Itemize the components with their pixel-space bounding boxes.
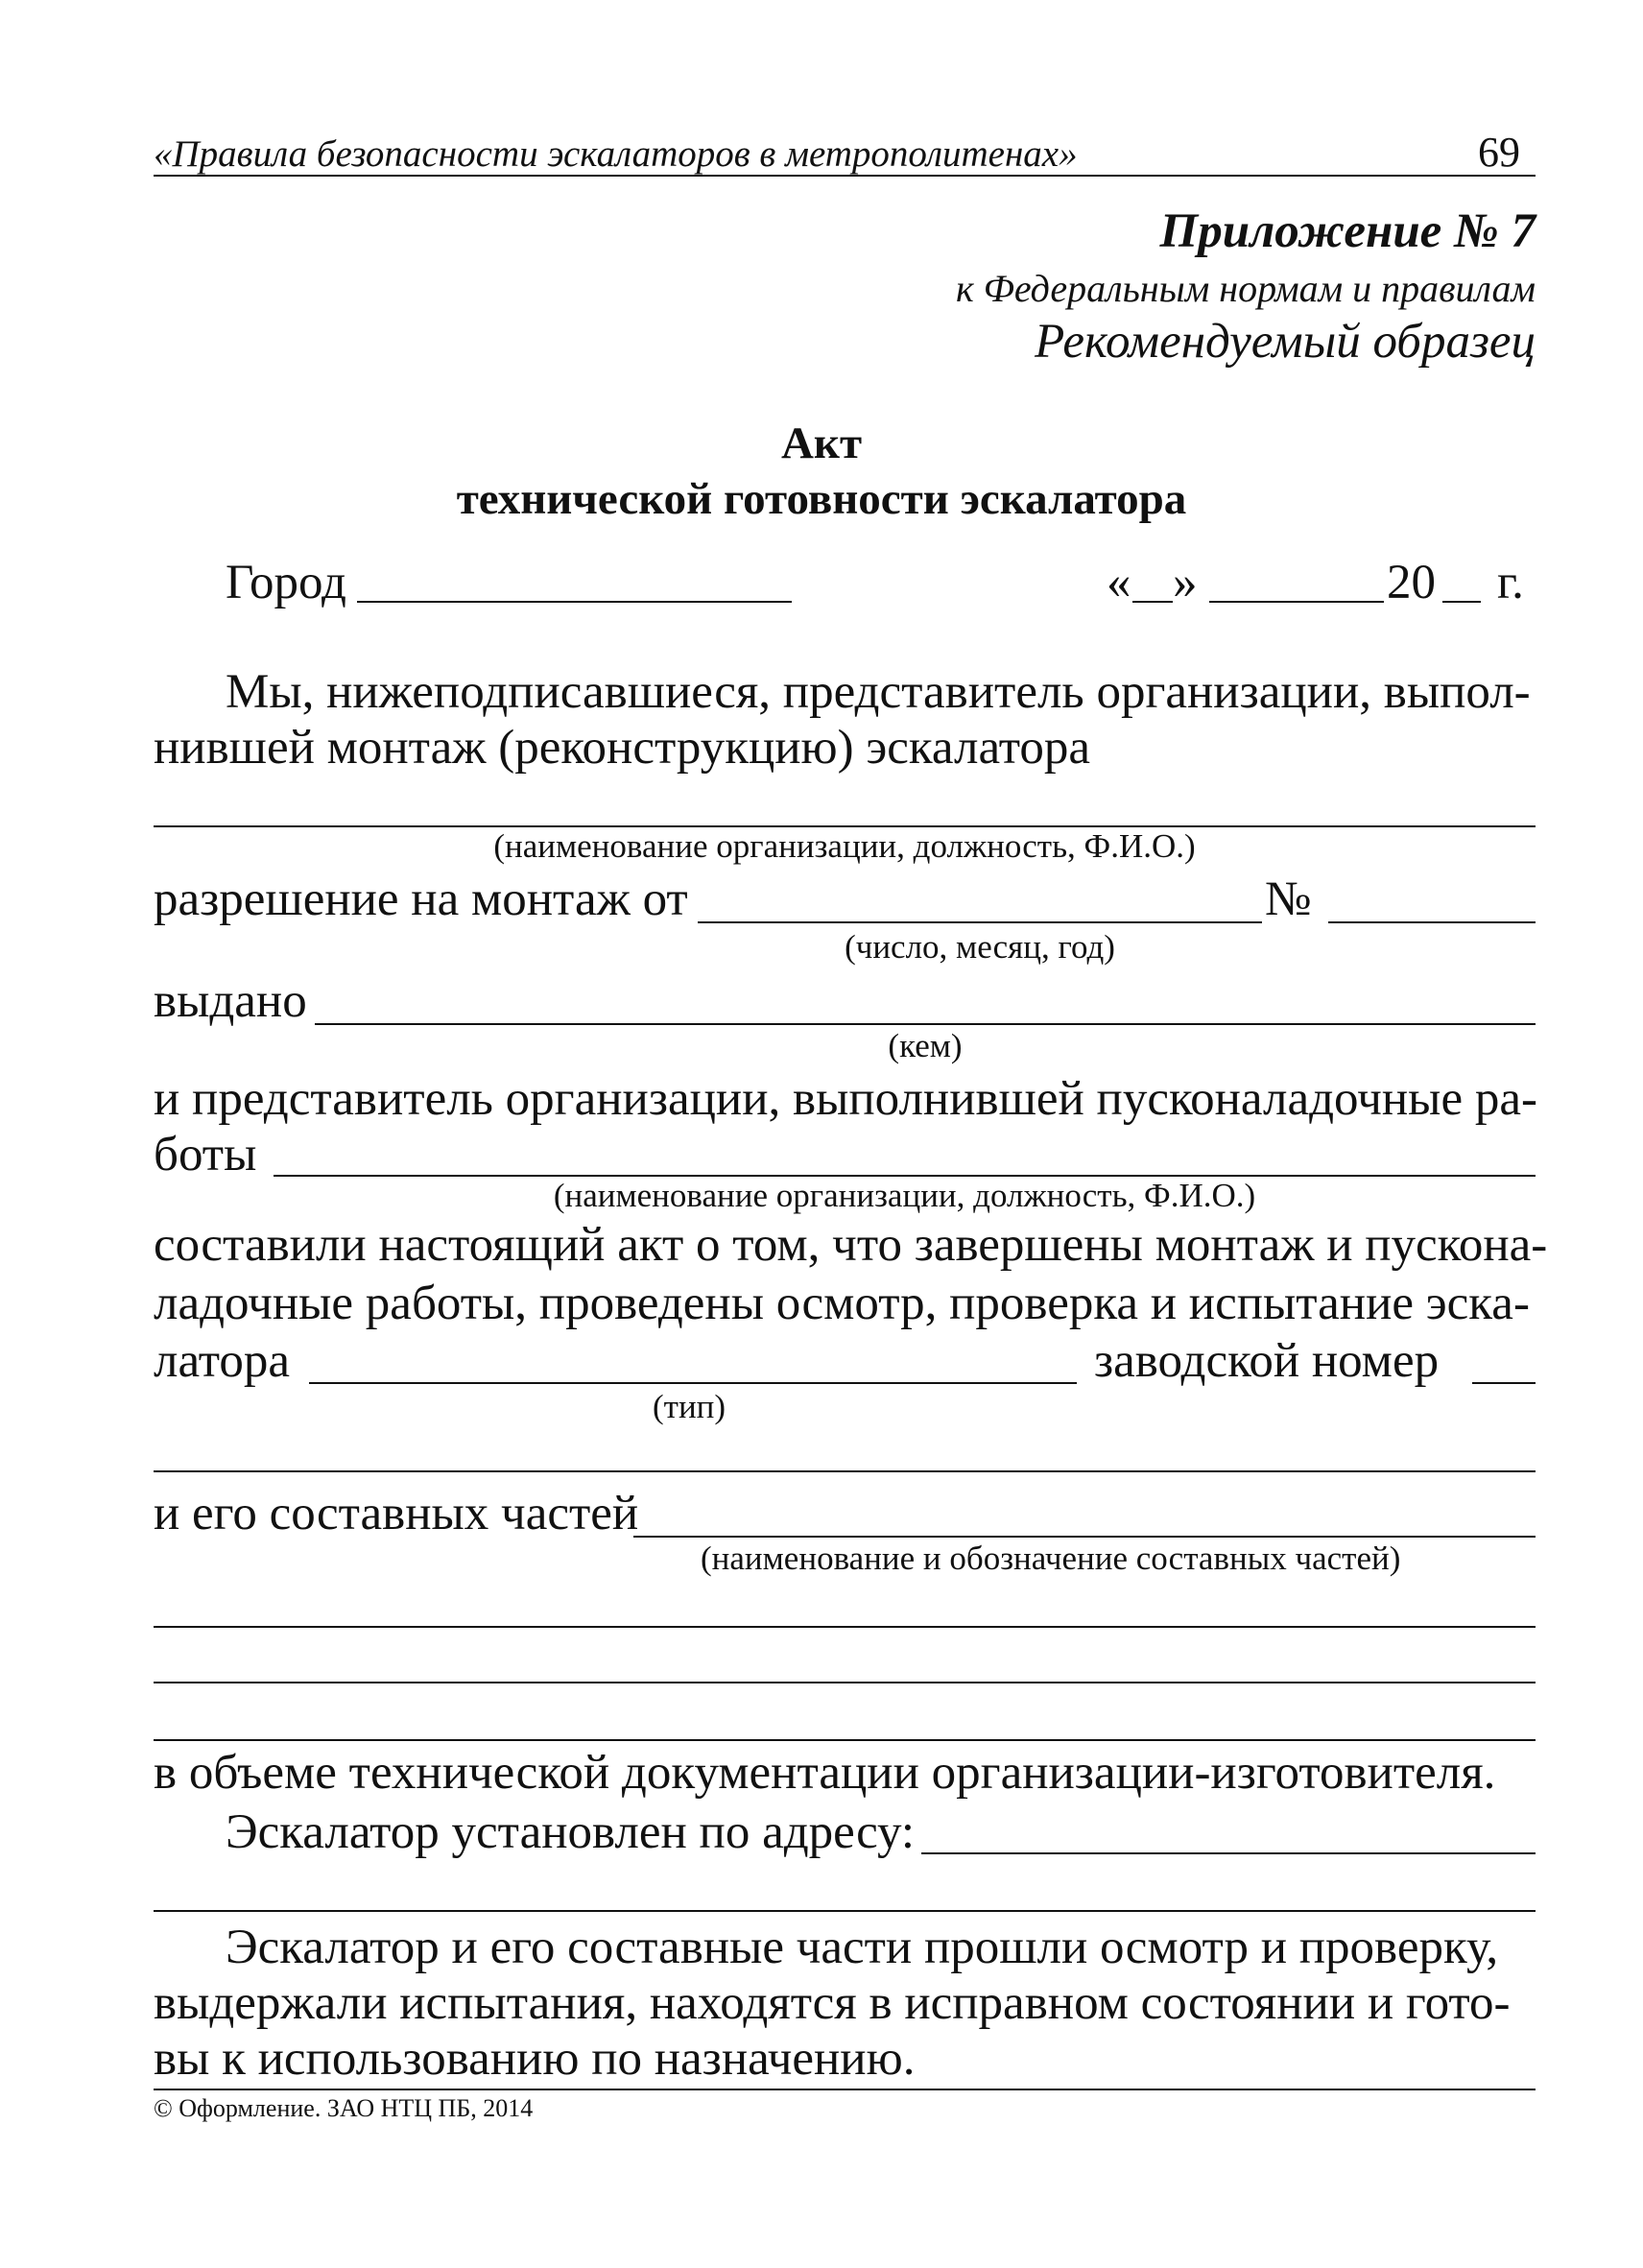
address-field-continued[interactable] <box>154 1910 1536 1912</box>
appendix-sample: Рекомендуемый образец <box>1035 315 1536 369</box>
escalator-type-field[interactable] <box>309 1382 1077 1384</box>
intro-line-1: Мы, нижеподписавшиеся, представитель организации, выпол- <box>226 665 1531 719</box>
day-field[interactable] <box>1132 601 1173 603</box>
caption-components: (наименование и обозначение составных частей) <box>701 1540 1401 1577</box>
city-field[interactable] <box>357 601 792 603</box>
permit-label: разрешение на монтаж от <box>154 872 688 926</box>
commission-line-2: боты <box>154 1128 257 1182</box>
conclusion-line-1: Эскалатор и его составные части прошли осмотр и проверку, <box>226 1921 1499 1974</box>
address-field[interactable] <box>921 1852 1536 1854</box>
serial-number-field[interactable] <box>1472 1382 1536 1384</box>
components-label: и его составных частей <box>154 1487 639 1540</box>
permit-number-sign: № <box>1265 872 1312 926</box>
document-title: Акт <box>780 418 863 468</box>
serial-number-label: заводской номер <box>1094 1334 1440 1388</box>
header-divider <box>154 175 1536 177</box>
running-title: «Правила безопасности эскалаторов в метрополитенах» <box>154 133 1078 175</box>
year-prefix: 20 <box>1387 556 1436 609</box>
act-line-2: ладочные работы, проведены осмотр, проверка и испытание эска- <box>154 1277 1530 1330</box>
conclusion-line-3: вы к использованию по назначению. <box>154 2032 916 2086</box>
caption-type: (тип) <box>653 1388 726 1425</box>
year-field[interactable] <box>1442 601 1481 603</box>
issued-label: выдано <box>154 974 307 1028</box>
page-number: 69 <box>1478 129 1520 176</box>
date-open-quote: « <box>1107 556 1131 609</box>
year-suffix: г. <box>1497 556 1524 609</box>
address-label: Эскалатор установлен по адресу: <box>226 1805 916 1859</box>
conclusion-line-2: выдержали испытания, находятся в исправном состоянии и гото- <box>154 1976 1511 2030</box>
act-line-1: составили настоящий акт о том, что завершены монтаж и пускона- <box>154 1218 1548 1272</box>
footer-divider <box>154 2089 1536 2090</box>
city-label: Город <box>226 556 346 609</box>
permit-date-field[interactable] <box>698 921 1262 923</box>
appendix-subtitle: к Федеральным нормам и правилам <box>956 267 1536 310</box>
caption-installer-org: (наименование организации, должность, Ф.И.О.) <box>493 827 1196 865</box>
date-close-quote: » <box>1173 556 1198 609</box>
caption-date: (число, месяц, год) <box>845 928 1115 966</box>
issued-by-field[interactable] <box>315 1023 1536 1025</box>
act-line-3: латора <box>154 1334 291 1388</box>
copyright-notice: © Оформление. ЗАО НТЦ ПБ, 2014 <box>154 2094 534 2122</box>
intro-line-2: нившей монтаж (реконструкцию) эскалатора <box>154 721 1091 775</box>
blank-line-2[interactable] <box>154 1626 1536 1628</box>
scope-line: в объеме технической документации организации-изготовителя. <box>154 1746 1496 1800</box>
appendix-label: Приложение № 7 <box>1159 204 1536 258</box>
caption-by-whom: (кем) <box>888 1027 963 1064</box>
blank-line-1[interactable] <box>154 1470 1536 1472</box>
blank-line-4[interactable] <box>154 1739 1536 1741</box>
components-field[interactable] <box>633 1536 1536 1538</box>
caption-commission-org: (наименование организации, должность, Ф.И.О.) <box>553 1177 1256 1214</box>
permit-number-field[interactable] <box>1328 921 1536 923</box>
document-subtitle: технической готовности эскалатора <box>456 474 1187 524</box>
blank-line-3[interactable] <box>154 1682 1536 1683</box>
commission-line-1: и представитель организации, выполнившей пусконаладочные ра- <box>154 1072 1537 1126</box>
month-field[interactable] <box>1209 601 1384 603</box>
